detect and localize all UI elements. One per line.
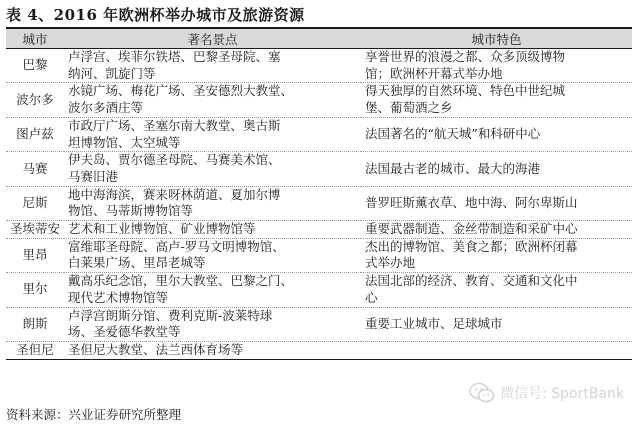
header-city: 城市 [6, 28, 64, 49]
city-cell: 图卢兹 [6, 117, 64, 151]
spots-line: 伊夫岛、贾尔德圣母院、马赛美术馆、 [68, 152, 281, 168]
features-line: 得天独厚的自然环境、特色中世纪城 [365, 83, 566, 99]
features-cell [361, 186, 632, 220]
spots-cell [64, 273, 361, 307]
features-line: 重要工业城市、足球城市 [365, 315, 503, 331]
features-line: 式举办地 [365, 255, 416, 271]
table-row [6, 83, 632, 117]
features-line: 杰出的博物馆、美食之都；欧洲杯闭幕 [365, 238, 578, 254]
city-cell: 巴黎 [6, 49, 64, 83]
spots-line: 艺术和工业博物馆、矿业博物馆等 [68, 221, 256, 237]
watermark-text: 微信号: SportBank [500, 386, 624, 402]
spots-cell [64, 341, 361, 359]
spots-cell [64, 221, 361, 239]
city-cell: 波尔多 [6, 83, 64, 117]
features-line: 堡、葡萄酒之乡 [365, 100, 453, 116]
table-row [6, 49, 632, 83]
features-line: 心 [365, 289, 378, 305]
features-cell [361, 221, 632, 239]
source-note: 资料来源：兴业证券研究所整理 [6, 407, 182, 422]
spots-line: 纳河、凯旋门等 [68, 65, 156, 81]
features-cell [361, 238, 632, 272]
watermark [469, 382, 624, 404]
city-cell: 尼斯 [6, 186, 64, 220]
spots-line: 波尔多酒庄等 [68, 100, 144, 116]
spots-line: 卢浮宫、埃菲尔铁塔、巴黎圣母院、塞 [68, 49, 281, 64]
city-cell: 朗斯 [6, 307, 64, 341]
city-cell: 里尔 [6, 273, 64, 307]
features-line: 法国著名的“航天城”和科研中心 [365, 126, 541, 142]
header-spots: 著名景点 [64, 28, 361, 49]
spots-line: 卢浮宫朗斯分馆、费利克斯-波莱特球 [68, 307, 273, 323]
spots-line: 白莱果广场、里昂老城等 [68, 255, 206, 271]
spots-line: 现代艺术博物馆等 [68, 289, 169, 305]
table-header [6, 28, 632, 49]
spots-cell [64, 186, 361, 220]
spots-line: 圣但尼大教堂、法兰西体育场等 [68, 341, 244, 357]
features-cell [361, 341, 632, 359]
spots-line: 马赛旧港 [68, 168, 119, 184]
table-row [6, 341, 632, 359]
features-line: 法国最古老的城市、最大的海港 [365, 160, 541, 176]
table-title: 表 4、2016 年欧洲杯举办城市及旅游资源 [6, 6, 305, 24]
features-line: 普罗旺斯薰衣草、地中海、阿尔卑斯山 [365, 194, 578, 210]
spots-line: 场、圣爱德华教堂等 [68, 324, 181, 340]
table-row [6, 152, 632, 186]
spots-cell [64, 152, 361, 186]
spots-line: 市政厅广场、圣塞尔南大教堂、奥古斯 [68, 117, 281, 133]
spots-line: 戴高乐纪念馆，里尔大教堂、巴黎之门、 [68, 273, 294, 289]
features-cell [361, 152, 632, 186]
tourism-table [6, 27, 632, 360]
tourism-table-container [6, 27, 632, 360]
table-row [6, 273, 632, 307]
features-line: 馆；欧洲杯开幕式举办地 [365, 65, 503, 81]
header-features: 城市特色 [361, 28, 632, 49]
spots-cell [64, 307, 361, 341]
table-row [6, 186, 632, 220]
city-cell: 圣埃蒂安 [6, 221, 64, 239]
city-cell: 圣但尼 [6, 341, 64, 359]
features-line: 重要武器制造、金丝带制造和采矿中心 [365, 221, 578, 237]
spots-cell [64, 83, 361, 117]
spots-cell [64, 117, 361, 151]
features-line: 法国北部的经济、教育、交通和文化中 [365, 273, 578, 289]
header-row [6, 28, 632, 49]
features-cell [361, 273, 632, 307]
table-row [6, 221, 632, 239]
features-cell [361, 83, 632, 117]
table-body [6, 49, 632, 360]
features-cell [361, 49, 632, 83]
table-row [6, 117, 632, 151]
features-cell [361, 117, 632, 151]
wechat-icon [469, 382, 495, 404]
spots-line: 水镜广场、梅花广场、圣安德烈大教堂、 [68, 83, 294, 99]
city-cell: 马赛 [6, 152, 64, 186]
features-cell [361, 307, 632, 341]
spots-cell [64, 49, 361, 83]
features-line: 享誉世界的浪漫之都、众多顶级博物 [365, 49, 566, 64]
table-row [6, 307, 632, 341]
spots-line: 坦博物馆、太空城等 [68, 134, 181, 150]
spots-line: 地中海海滨，赛来呀林荫道、夏加尔博 [68, 186, 281, 202]
table-row [6, 238, 632, 272]
spots-line: 富维耶圣母院、高卢-罗马文明博物馆、 [68, 238, 285, 254]
city-cell: 里昂 [6, 238, 64, 272]
spots-line: 物馆、马蒂斯博物馆等 [68, 203, 194, 219]
spots-cell [64, 238, 361, 272]
